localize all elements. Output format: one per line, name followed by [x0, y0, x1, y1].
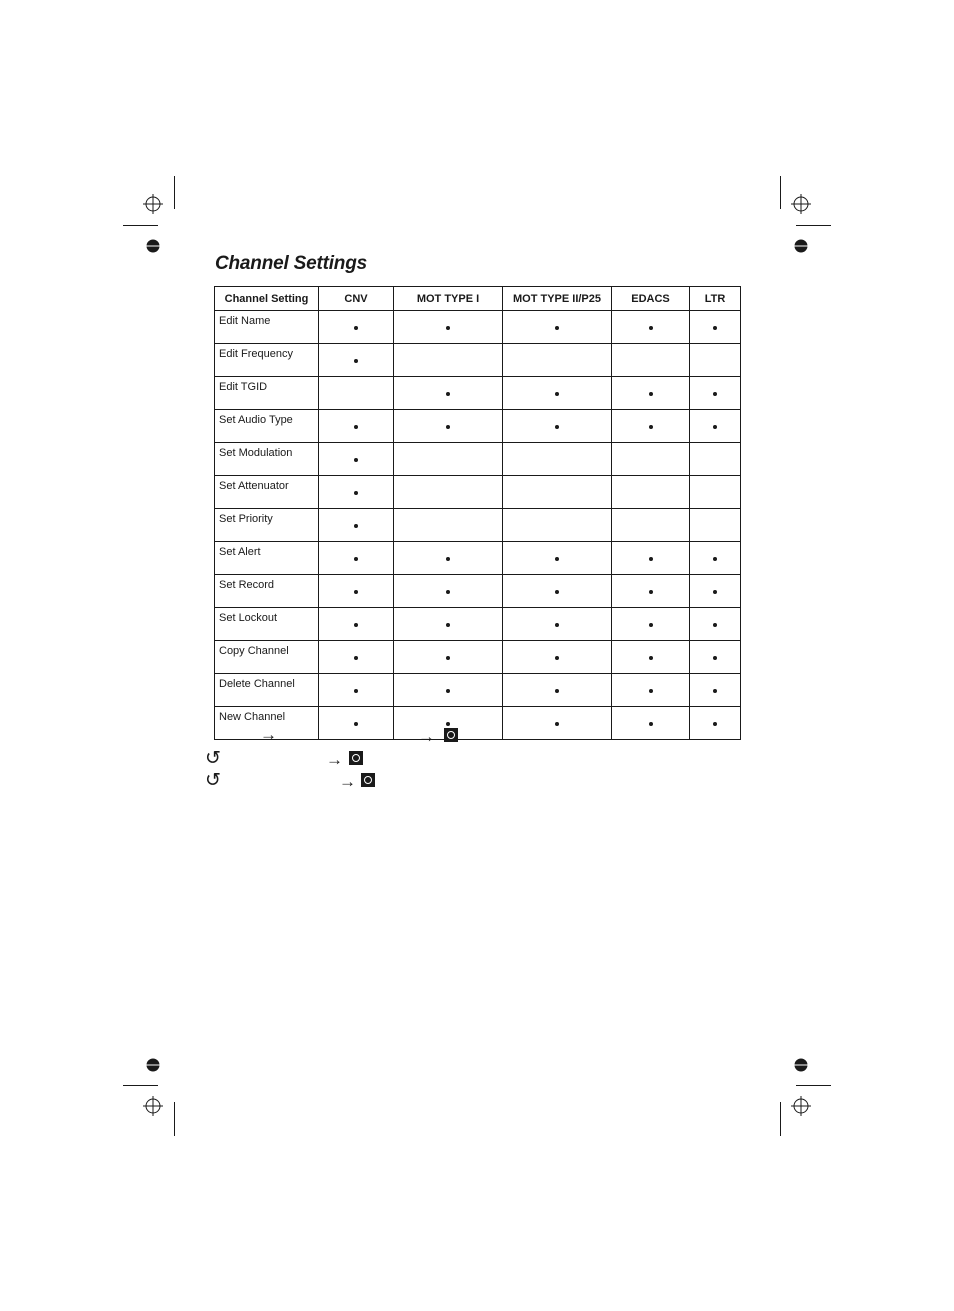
supported-dot-icon [446, 557, 450, 561]
table-row [215, 344, 741, 377]
supported-dot-icon [713, 623, 717, 627]
support-cell [612, 311, 690, 344]
support-cell [319, 641, 394, 674]
table-row [215, 509, 741, 542]
supported-dot-icon [354, 326, 358, 330]
row-label: Set Attenuator [215, 476, 319, 509]
supported-dot-icon [649, 557, 653, 561]
column-header: Channel Setting [215, 287, 319, 311]
supported-dot-icon [713, 392, 717, 396]
select-key-icon [444, 728, 458, 742]
select-key-icon [361, 773, 375, 787]
row-label: Edit Frequency [215, 344, 319, 377]
supported-dot-icon [649, 590, 653, 594]
supported-dot-icon [649, 425, 653, 429]
supported-dot-icon [713, 326, 717, 330]
rotate-icon: ↺ [205, 748, 221, 769]
column-header: LTR [690, 287, 741, 311]
support-cell [319, 707, 394, 740]
table-row [215, 410, 741, 443]
support-cell [503, 542, 612, 575]
support-cell [319, 410, 394, 443]
support-cell [319, 311, 394, 344]
support-cell [394, 674, 503, 707]
supported-dot-icon [555, 392, 559, 396]
support-cell [394, 410, 503, 443]
support-cell [394, 509, 503, 542]
support-cell [503, 509, 612, 542]
supported-dot-icon [713, 557, 717, 561]
table-row [215, 575, 741, 608]
supported-dot-icon [649, 623, 653, 627]
supported-dot-icon [555, 425, 559, 429]
support-cell [503, 641, 612, 674]
supported-dot-icon [354, 623, 358, 627]
support-cell [503, 707, 612, 740]
support-cell [612, 674, 690, 707]
supported-dot-icon [354, 557, 358, 561]
supported-dot-icon [649, 326, 653, 330]
support-cell [394, 443, 503, 476]
supported-dot-icon [446, 425, 450, 429]
supported-dot-icon [649, 722, 653, 726]
support-cell [612, 707, 690, 740]
supported-dot-icon [446, 590, 450, 594]
table-row [215, 311, 741, 344]
supported-dot-icon [354, 590, 358, 594]
support-cell [503, 311, 612, 344]
support-cell [612, 641, 690, 674]
support-cell [319, 476, 394, 509]
supported-dot-icon [713, 722, 717, 726]
table-row [215, 674, 741, 707]
support-cell [319, 377, 394, 410]
support-cell [612, 344, 690, 377]
supported-dot-icon [649, 656, 653, 660]
section-title: Channel Settings [215, 253, 367, 274]
channel-settings-table [214, 286, 741, 740]
supported-dot-icon [354, 524, 358, 528]
table-row [215, 608, 741, 641]
supported-dot-icon [446, 722, 450, 726]
support-cell [503, 377, 612, 410]
support-cell [690, 443, 741, 476]
support-cell [612, 377, 690, 410]
column-header: EDACS [612, 287, 690, 311]
column-header: MOT TYPE II/P25 [503, 287, 612, 311]
supported-dot-icon [354, 656, 358, 660]
table-row [215, 707, 741, 740]
support-cell [319, 608, 394, 641]
support-cell [503, 575, 612, 608]
row-label: Copy Channel [215, 641, 319, 674]
supported-dot-icon [555, 689, 559, 693]
support-cell [690, 608, 741, 641]
table-header-row [215, 287, 741, 311]
table-body [215, 311, 741, 740]
supported-dot-icon [713, 656, 717, 660]
supported-dot-icon [555, 326, 559, 330]
supported-dot-icon [446, 326, 450, 330]
supported-dot-icon [446, 689, 450, 693]
support-cell [394, 344, 503, 377]
row-label: Set Lockout [215, 608, 319, 641]
table-row [215, 641, 741, 674]
support-cell [394, 377, 503, 410]
supported-dot-icon [354, 491, 358, 495]
select-key-icon [349, 751, 363, 765]
table-row [215, 443, 741, 476]
support-cell [394, 542, 503, 575]
support-cell [612, 476, 690, 509]
column-header: MOT TYPE I [394, 287, 503, 311]
supported-dot-icon [649, 392, 653, 396]
supported-dot-icon [555, 557, 559, 561]
support-cell [690, 707, 741, 740]
support-cell [319, 344, 394, 377]
supported-dot-icon [446, 656, 450, 660]
rotate-icon: ↺ [205, 770, 221, 791]
support-cell [690, 575, 741, 608]
row-label: Set Record [215, 575, 319, 608]
arrow-icon: → [418, 727, 435, 746]
row-label: Edit TGID [215, 377, 319, 410]
row-label: Set Priority [215, 509, 319, 542]
support-cell [394, 575, 503, 608]
row-label: Set Alert [215, 542, 319, 575]
supported-dot-icon [555, 656, 559, 660]
supported-dot-icon [446, 392, 450, 396]
supported-dot-icon [555, 590, 559, 594]
supported-dot-icon [354, 359, 358, 363]
table-row [215, 377, 741, 410]
supported-dot-icon [555, 722, 559, 726]
support-cell [394, 311, 503, 344]
row-label: Set Modulation [215, 443, 319, 476]
column-header: CNV [319, 287, 394, 311]
supported-dot-icon [713, 689, 717, 693]
support-cell [503, 674, 612, 707]
support-cell [612, 575, 690, 608]
support-cell [612, 443, 690, 476]
support-cell [394, 476, 503, 509]
support-cell [690, 410, 741, 443]
support-cell [503, 608, 612, 641]
row-label: New Channel [215, 707, 319, 740]
supported-dot-icon [649, 689, 653, 693]
support-cell [319, 575, 394, 608]
supported-dot-icon [354, 722, 358, 726]
table-row [215, 542, 741, 575]
row-label: Edit Name [215, 311, 319, 344]
support-cell [319, 443, 394, 476]
support-cell [394, 641, 503, 674]
row-label: Delete Channel [215, 674, 319, 707]
arrow-icon: → [339, 772, 356, 791]
support-cell [690, 674, 741, 707]
row-label: Set Audio Type [215, 410, 319, 443]
support-cell [319, 674, 394, 707]
support-cell [690, 542, 741, 575]
support-cell [612, 608, 690, 641]
supported-dot-icon [354, 458, 358, 462]
support-cell [503, 443, 612, 476]
supported-dot-icon [354, 425, 358, 429]
support-cell [319, 509, 394, 542]
support-cell [394, 608, 503, 641]
support-cell [319, 542, 394, 575]
supported-dot-icon [446, 623, 450, 627]
support-cell [690, 476, 741, 509]
support-cell [690, 311, 741, 344]
support-cell [503, 476, 612, 509]
supported-dot-icon [555, 623, 559, 627]
arrow-icon: → [326, 750, 343, 769]
support-cell [503, 344, 612, 377]
arrow-icon: → [260, 725, 277, 744]
table-row [215, 476, 741, 509]
support-cell [690, 377, 741, 410]
supported-dot-icon [713, 425, 717, 429]
support-cell [612, 410, 690, 443]
supported-dot-icon [713, 590, 717, 594]
support-cell [612, 509, 690, 542]
support-cell [503, 410, 612, 443]
support-cell [690, 641, 741, 674]
supported-dot-icon [354, 689, 358, 693]
support-cell [612, 542, 690, 575]
support-cell [690, 509, 741, 542]
support-cell [690, 344, 741, 377]
